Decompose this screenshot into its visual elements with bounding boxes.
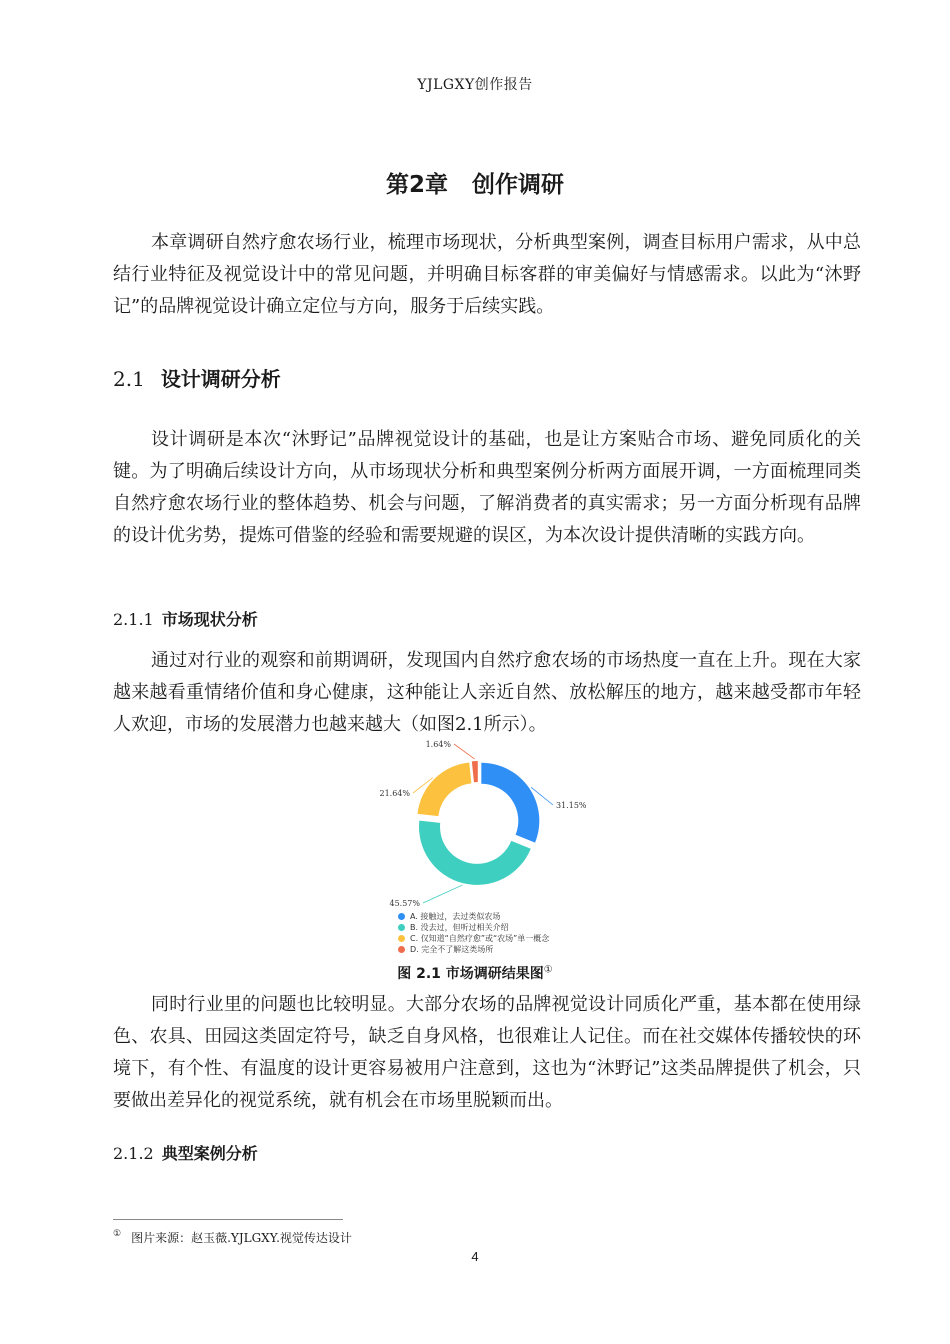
slice-label: 45.57% <box>389 899 420 908</box>
donut-chart <box>370 735 590 910</box>
running-header: YJLGXY创作报告 <box>417 77 533 93</box>
section-heading-2-1-2 <box>113 1141 258 1164</box>
footnote-mark: ① <box>113 1229 122 1239</box>
subsection-title: 市场现状分析 <box>161 610 258 629</box>
chart-legend <box>398 911 549 955</box>
page-number: 4 <box>471 1249 479 1264</box>
legend-swatch <box>398 946 405 953</box>
chapter-title <box>0 166 950 199</box>
legend-swatch <box>398 913 405 920</box>
slice-leader-line <box>423 885 462 903</box>
legend-swatch <box>398 935 405 942</box>
slice-leader-line <box>454 744 475 759</box>
section-heading-2-1 <box>113 363 281 392</box>
figure-caption <box>0 963 950 983</box>
chapter-number: 第2章 <box>385 172 448 198</box>
slice-label: 31.15% <box>556 801 587 810</box>
section-number: 2.1 <box>113 367 145 391</box>
slice-label: 1.64% <box>425 740 451 749</box>
section-title: 设计调研分析 <box>160 367 281 391</box>
legend-item <box>398 911 549 922</box>
chapter-intro-paragraph: 本章调研自然疗愈农场行业，梳理市场现状，分析典型案例，调查目标用户需求，从中总结行业特征及视觉设计中的常见问题，并明确目标客群的审美偏好与情感需求。以此为“沐野记”的品牌视觉设计确立定位与方向，服务于后续实践。 <box>113 232 861 317</box>
legend-label: A. 接触过，去过类似农场 <box>410 912 501 921</box>
legend-label: C. 仅知道“自然疗愈”或“农场”单一概念 <box>410 934 550 943</box>
subsection-number: 2.1.2 <box>113 1144 154 1163</box>
donut-slice <box>419 821 531 885</box>
market-paragraph-2: 同时行业里的问题也比较明显。大部分农场的品牌视觉设计同质化严重，基本都在使用绿色、农具、田园这类固定符号，缺乏自身风格，也很难让人记住。而在社交媒体传播较快的环境下，有个性、有温度的设计更容易被用户注意到，这也为“沐野记”这类品牌提供了机会，只要做出差异化的视觉系统，就有机会在市场里脱颖而出。 <box>113 994 861 1111</box>
footnote <box>113 1229 352 1246</box>
slice-label: 21.64% <box>379 789 410 798</box>
legend-label: D. 完全不了解这类场所 <box>410 945 494 954</box>
section-heading-2-1-1 <box>113 607 258 630</box>
legend-label: B. 没去过，但听过相关介绍 <box>410 923 509 932</box>
footnote-divider <box>113 1219 343 1220</box>
legend-item <box>398 922 549 933</box>
legend-item <box>398 944 549 955</box>
subsection-number: 2.1.1 <box>113 610 154 629</box>
legend-swatch <box>398 924 405 931</box>
figure-caption-text: 图 2.1 市场调研结果图 <box>397 966 544 982</box>
footnote-text: 图片来源：赵玉薇.YJLGXY.视觉传达设计 <box>131 1231 352 1245</box>
legend-item <box>398 933 549 944</box>
donut-slice <box>472 761 478 782</box>
donut-chart-figure <box>370 735 590 954</box>
market-paragraph-1: 通过对行业的观察和前期调研，发现国内自然疗愈农场的市场热度一直在上升。现在大家越来越看重情绪价值和身心健康，这种能让人亲近自然、放松解压的地方，越来越受都市年轻人欢迎，市场的发展潜力也越来越大（如图2.1所示）。 <box>113 650 861 735</box>
subsection-title: 典型案例分析 <box>161 1144 258 1163</box>
chapter-title-text: 创作调研 <box>472 172 564 198</box>
donut-slice <box>418 762 472 816</box>
section-2-1-paragraph: 设计调研是本次“沐野记”品牌视觉设计的基础，也是让方案贴合市场、避免同质化的关键。为了明确后续设计方向，从市场现状分析和典型案例分析两方面展开调，一方面梳理同类自然疗愈农场行业的整体趋势、机会与问题，了解消费者的真实需求；另一方面分析现有品牌的设计优劣势，提炼可借鉴的经验和需要规避的误区，为本次设计提供清晰的实践方向。 <box>113 429 861 546</box>
donut-slice <box>481 763 539 843</box>
figure-note-mark: ① <box>543 964 553 976</box>
